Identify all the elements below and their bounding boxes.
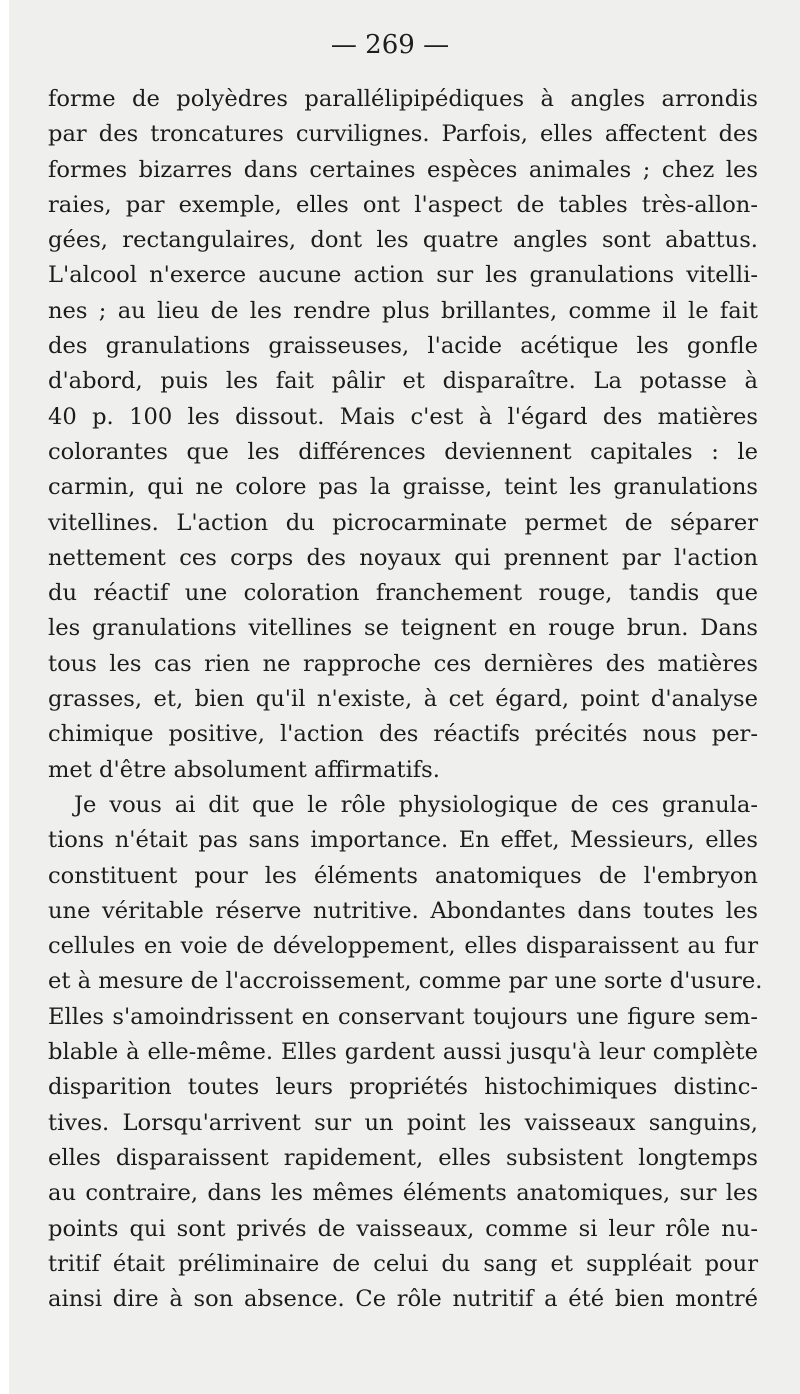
text-line: constituent pour les éléments anatomiques de l'embryon	[48, 862, 758, 889]
text-line: Elles s'amoindrissent en conservant toujours une figure sem-	[48, 1003, 758, 1030]
text-line: d'abord, puis les fait pâlir et disparaître. La potasse à	[48, 368, 758, 395]
text-line: par des troncatures curvilignes. Parfois, elles affectent des	[48, 121, 758, 148]
text-line: vitellines. L'action du picrocarminate permet de séparer	[48, 509, 758, 536]
text-line: nettement ces corps des noyaux qui prennent par l'action	[48, 544, 758, 571]
page-edge	[0, 0, 9, 1394]
text-line: L'alcool n'exerce aucune action sur les granulations vitelli-	[48, 262, 758, 289]
text-line: 40 p. 100 les dissout. Mais c'est à l'égard des matières	[48, 403, 758, 430]
text-line: disparition toutes leurs propriétés histochimiques distinc-	[48, 1074, 758, 1101]
text-line: tives. Lorsqu'arrivent sur un point les vaisseaux sanguins,	[48, 1109, 758, 1136]
text-line: du réactif une coloration franchement rouge, tandis que	[48, 580, 758, 607]
page-number: — 269 —	[330, 30, 450, 60]
text-line: met d'être absolument affirmatifs.	[48, 756, 440, 783]
text-line: nes ; au lieu de les rendre plus brillantes, comme il le fait	[48, 297, 758, 324]
text-line: des granulations graisseuses, l'acide acétique les gonfle	[48, 333, 758, 360]
text-line: au contraire, dans les mêmes éléments anatomiques, sur les	[48, 1180, 758, 1207]
text-line: ainsi dire à son absence. Ce rôle nutritif a été bien montré	[48, 1286, 758, 1313]
text-line: tous les cas rien ne rapproche ces dernières des matières	[48, 650, 758, 677]
text-line: raies, par exemple, elles ont l'aspect de tables très-allon-	[48, 191, 758, 218]
text-line: carmin, qui ne colore pas la graisse, teint les granulations	[48, 474, 758, 501]
text-line: gées, rectangulaires, dont les quatre angles sont abattus.	[48, 227, 758, 254]
text-line: les granulations vitellines se teignent en rouge brun. Dans	[48, 615, 758, 642]
text-line: une véritable réserve nutritive. Abondantes dans toutes les	[48, 897, 758, 924]
text-line: blable à elle-même. Elles gardent aussi jusqu'à leur complète	[48, 1039, 758, 1066]
body-text	[48, 82, 763, 1317]
text-line: grasses, et, bien qu'il n'existe, à cet égard, point d'analyse	[48, 686, 758, 713]
text-line: forme de polyèdres parallélipipédiques à angles arrondis	[48, 86, 758, 112]
text-line: et à mesure de l'accroissement, comme par une sorte d'usure.	[48, 968, 763, 995]
text-line: chimique positive, l'action des réactifs précités nous per-	[48, 721, 758, 748]
text-line: Je vous ai dit que le rôle physiologique de ces granula-	[74, 791, 758, 818]
paragraph	[48, 82, 758, 788]
text-line: tritif était préliminaire de celui du sang et suppléait pour	[48, 1250, 758, 1277]
paragraph	[48, 788, 763, 1317]
text-line: points qui sont privés de vaisseaux, comme si leur rôle nu-	[48, 1215, 758, 1242]
text-line: elles disparaissent rapidement, elles subsistent longtemps	[48, 1144, 758, 1171]
text-line: cellules en voie de développement, elles disparaissent au fur	[48, 933, 758, 960]
text-line: colorantes que les différences deviennent capitales : le	[48, 438, 758, 465]
text-line: tions n'était pas sans importance. En effet, Messieurs, elles	[48, 827, 758, 854]
text-line: formes bizarres dans certaines espèces animales ; chez les	[48, 156, 758, 183]
